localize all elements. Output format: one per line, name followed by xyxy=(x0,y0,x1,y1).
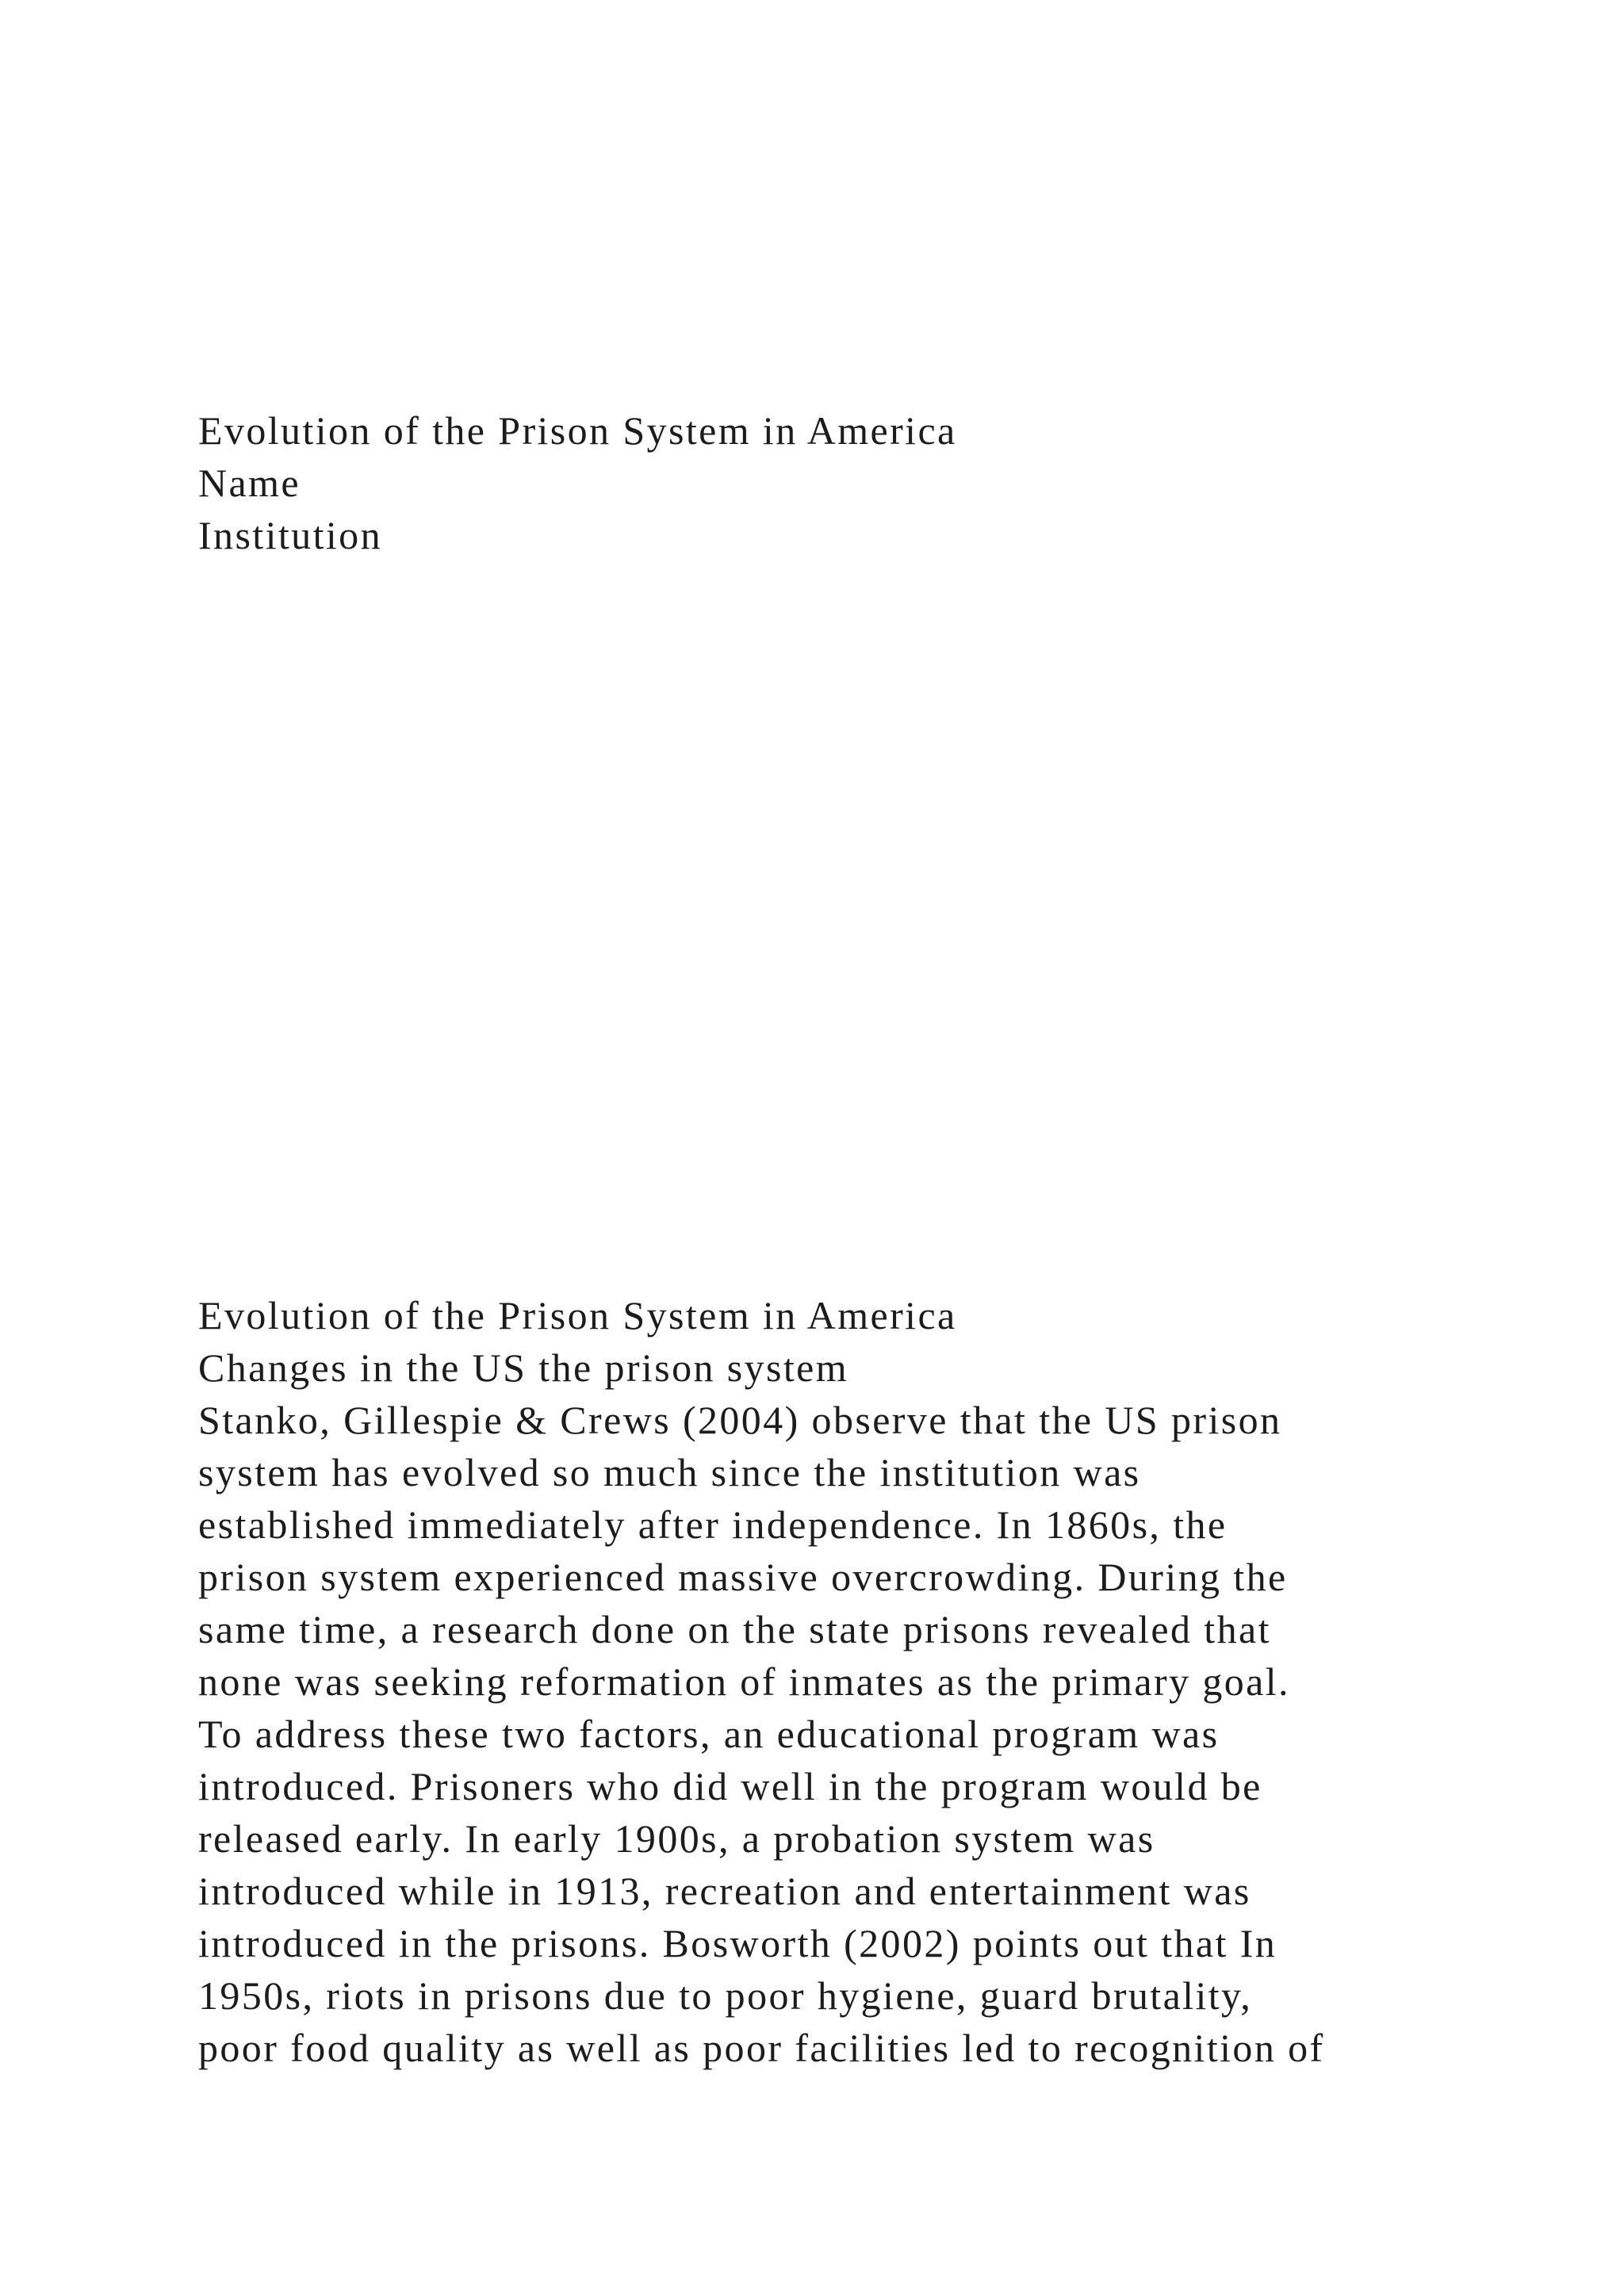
paragraph-line: established immediately after independence. In 1860s, the xyxy=(198,1502,1228,1547)
document-title: Evolution of the Prison System in America xyxy=(198,408,957,453)
paragraph-line: prison system experienced massive overcrowding. During the xyxy=(198,1555,1288,1599)
body-block xyxy=(198,1289,1562,2074)
paragraph-line: system has evolved so much since the institution was xyxy=(198,1450,1141,1494)
body-heading: Evolution of the Prison System in America xyxy=(198,1293,957,1337)
paragraph-line: introduced in the prisons. Bosworth (2002) points out that In xyxy=(198,1921,1277,1965)
paragraph-line: poor food quality as well as poor facilities led to recognition of xyxy=(198,2026,1325,2070)
author-name: Name xyxy=(198,461,301,505)
author-institution: Institution xyxy=(198,513,382,557)
paragraph-line: introduced while in 1913, recreation and entertainment was xyxy=(198,1869,1251,1913)
paragraph-line: released early. In early 1900s, a probation system was xyxy=(198,1816,1155,1861)
section-subheading: Changes in the US the prison system xyxy=(198,1345,849,1390)
paragraph-line: same time, a research done on the state prisons revealed that xyxy=(198,1607,1271,1651)
paragraph-line: 1950s, riots in prisons due to poor hygiene, guard brutality, xyxy=(198,1973,1253,2018)
title-page-block xyxy=(198,404,1562,561)
paragraph-line: none was seeking reformation of inmates as the primary goal. xyxy=(198,1659,1290,1704)
paragraph-line: To address these two factors, an educational program was xyxy=(198,1712,1220,1756)
paragraph-line: introduced. Prisoners who did well in the program would be xyxy=(198,1764,1262,1808)
paragraph-line: Stanko, Gillespie & Crews (2004) observe that the US prison xyxy=(198,1398,1282,1442)
